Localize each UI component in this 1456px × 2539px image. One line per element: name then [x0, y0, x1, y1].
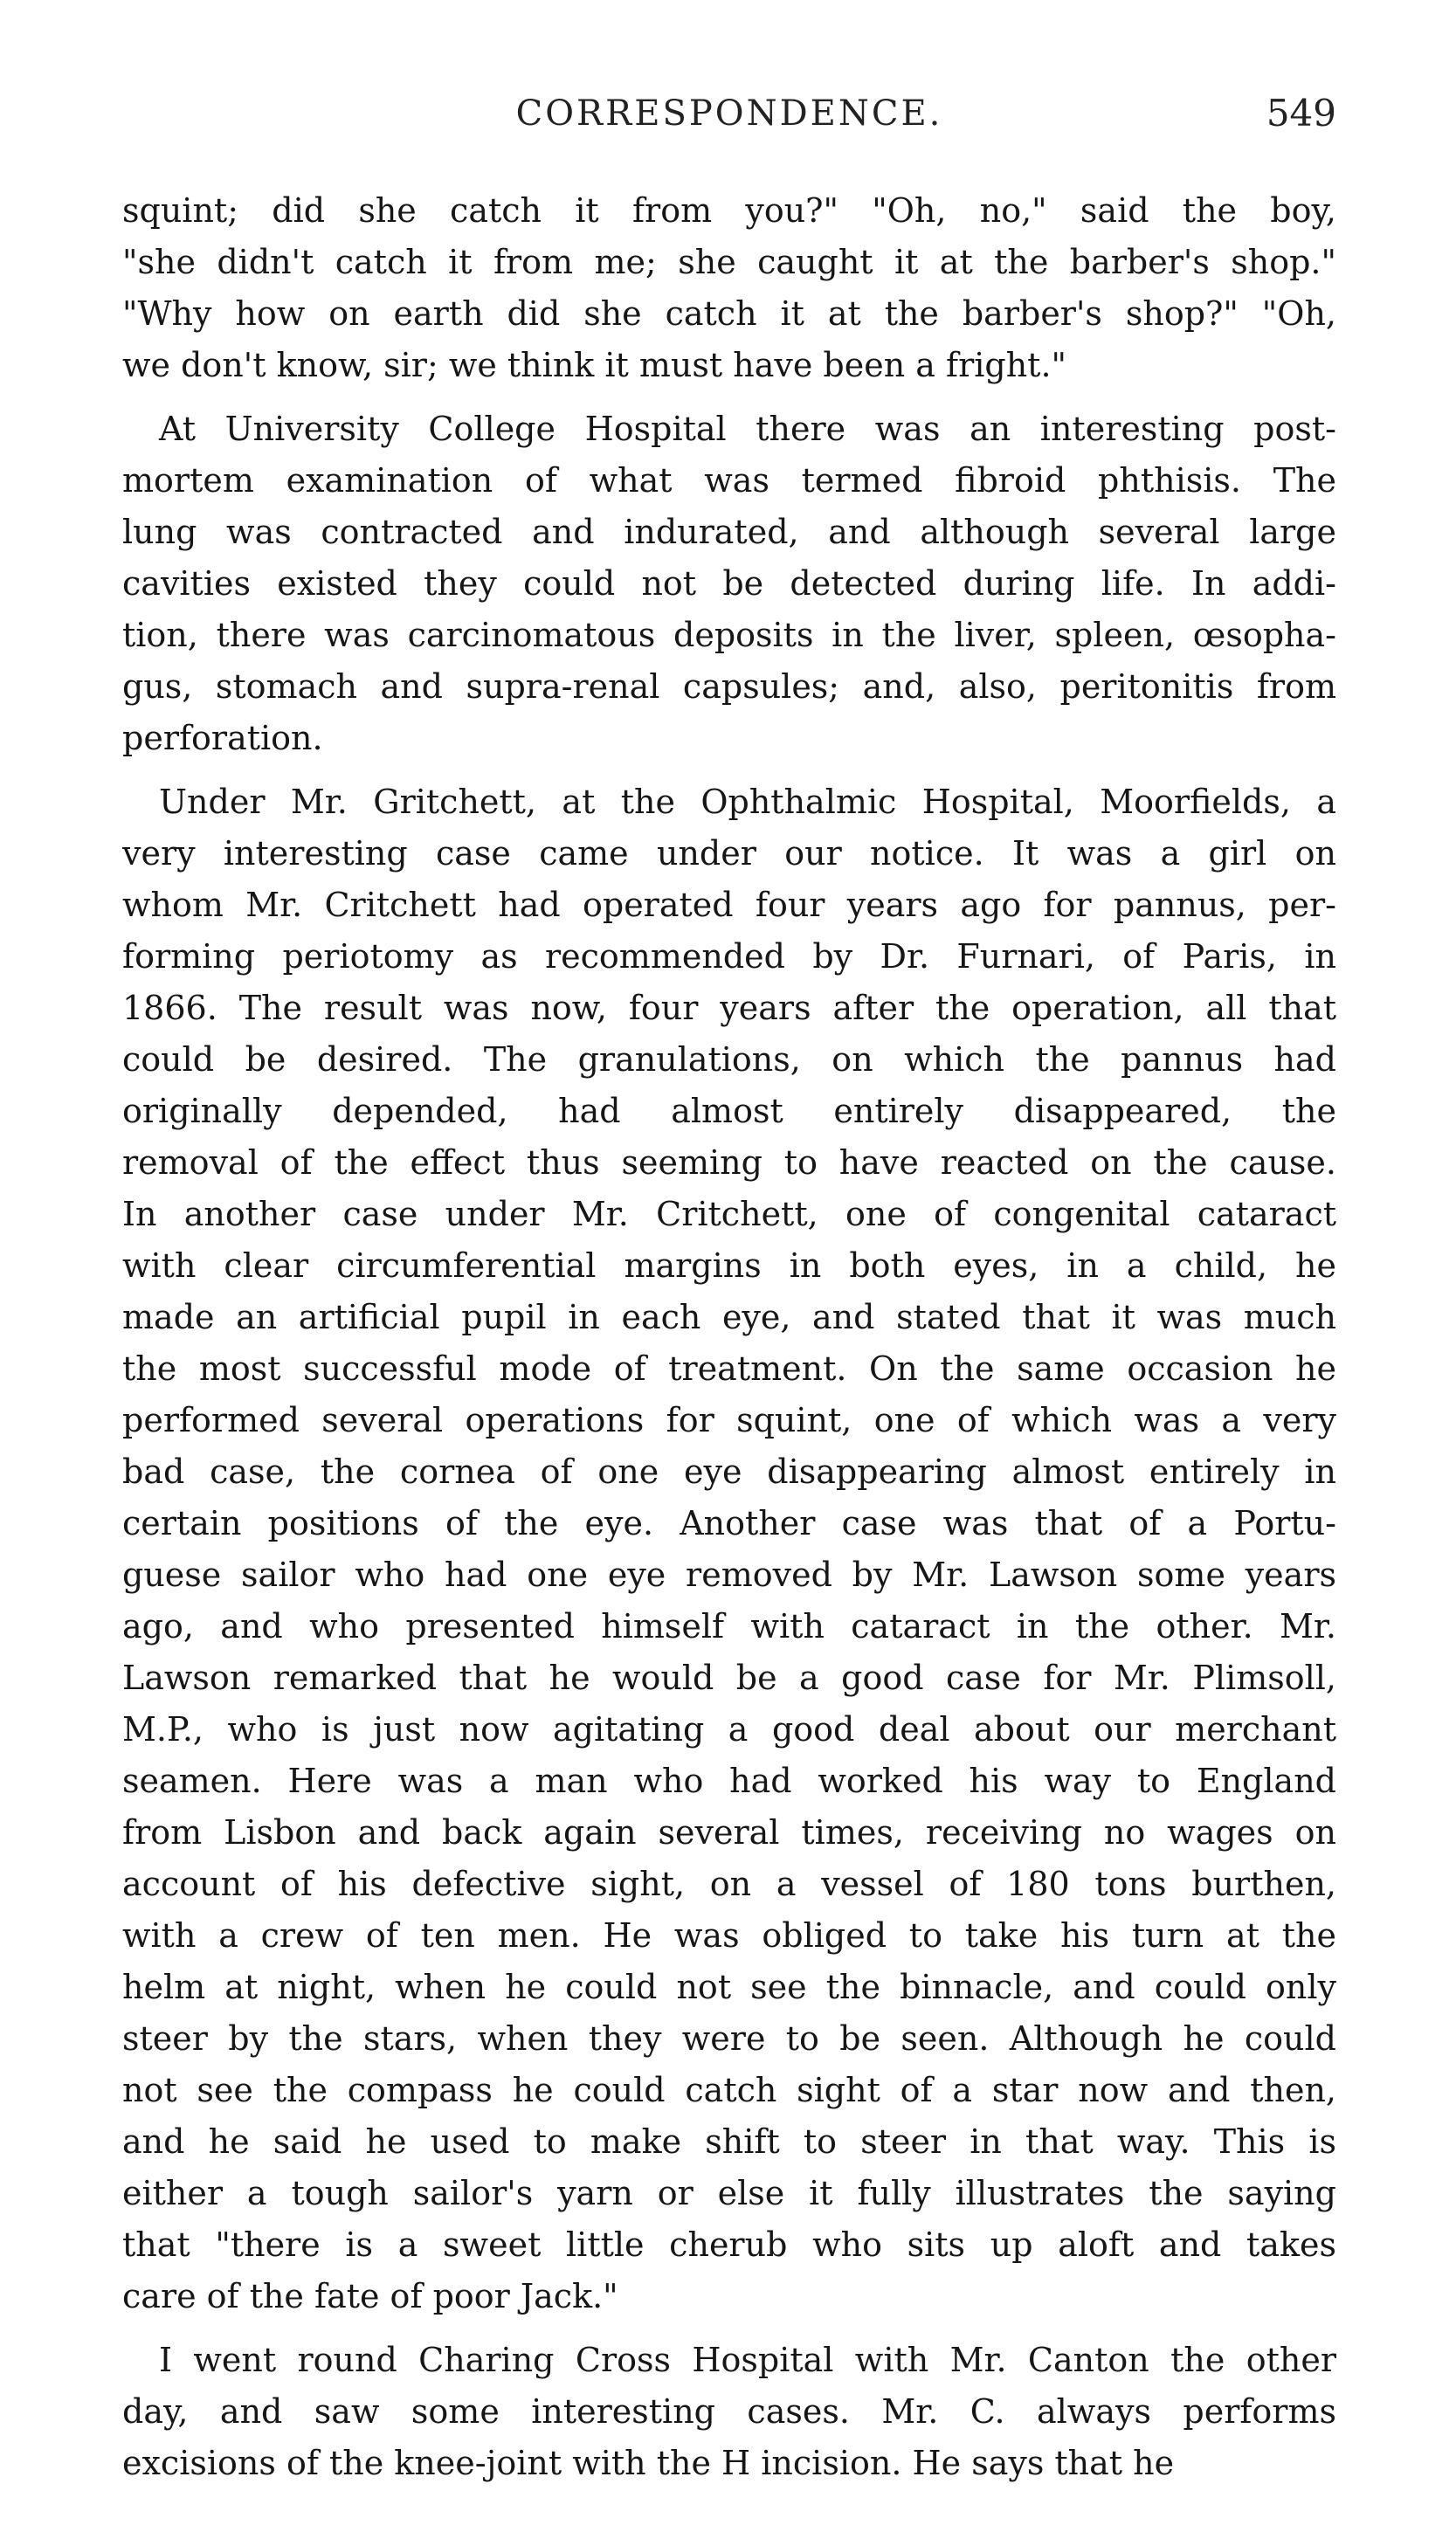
text-line: that "there is a sweet little cherub who sits up aloft and takes: [122, 2225, 1336, 2264]
text-line: "she didn't catch it from me; she caught it at the barber's shop.": [122, 243, 1336, 281]
page-number: 549: [1266, 92, 1336, 135]
text-line: either a tough sailor's yarn or else it fully illustrates the saying: [122, 2174, 1336, 2212]
paragraph: [122, 404, 1336, 764]
paragraph: [122, 185, 1336, 391]
book-page: [122, 0, 1336, 2539]
text-line: steer by the stars, when they were to be seen. Although he could: [122, 2019, 1336, 2058]
text-line: Lawson remarked that he would be a good case for Mr. Plimsoll,: [122, 1659, 1336, 1697]
text-line: lung was contracted and indurated, and although several large: [122, 513, 1336, 551]
text-line: seamen. Here was a man who had worked his way to England: [122, 1762, 1336, 1800]
text-line: very interesting case came under our notice. It was a girl on: [122, 834, 1336, 873]
text-line: helm at night, when he could not see the binnacle, and could only: [122, 1968, 1336, 2006]
text-line: performed several operations for squint, one of which was a very: [122, 1401, 1336, 1439]
text-line: At University College Hospital there was an interesting post-: [159, 410, 1336, 448]
text-line: day, and saw some interesting cases. Mr. C. always performs: [122, 2392, 1336, 2431]
text-line: excisions of the knee-joint with the H incision. He says that he: [122, 2444, 1175, 2482]
text-line: ago, and who presented himself with cataract in the other. Mr.: [122, 1607, 1336, 1646]
paragraph: [122, 776, 1336, 2322]
text-line: squint; did she catch it from you?" "Oh, no," said the boy,: [122, 191, 1336, 230]
text-line: perforation.: [122, 719, 323, 757]
text-line: not see the compass he could catch sight of a star now and then,: [122, 2071, 1336, 2109]
text-line: gus, stomach and supra-renal capsules; and, also, peritonitis from: [122, 667, 1336, 706]
text-line: I went round Charing Cross Hospital with Mr. Canton the other: [159, 2341, 1336, 2379]
text-line: we don't know, sir; we think it must have been a fright.": [122, 346, 1067, 384]
text-line: care of the fate of poor Jack.": [122, 2277, 618, 2315]
text-line: with clear circumferential margins in both eyes, in a child, he: [122, 1246, 1336, 1285]
text-line: 1866. The result was now, four years after the operation, all that: [122, 989, 1336, 1027]
text-line: certain positions of the eye. Another case was that of a Portu-: [122, 1504, 1336, 1542]
text-line: bad case, the cornea of one eye disappearing almost entirely in: [122, 1452, 1336, 1491]
body-text: [122, 185, 1336, 2501]
text-line: In another case under Mr. Critchett, one of congenital cataract: [122, 1195, 1336, 1233]
text-line: could be desired. The granulations, on which the pannus had: [122, 1040, 1336, 1079]
text-line: from Lisbon and back again several times, receiving no wages on: [122, 1813, 1336, 1852]
text-line: with a crew of ten men. He was obliged to take his turn at the: [122, 1916, 1336, 1955]
text-line: the most successful mode of treatment. On the same occasion he: [122, 1349, 1336, 1388]
text-line: "Why how on earth did she catch it at the barber's shop?" "Oh,: [122, 294, 1336, 333]
text-line: mortem examination of what was termed fibroid phthisis. The: [122, 461, 1336, 500]
text-line: cavities existed they could not be detected during life. In addi-: [122, 564, 1336, 603]
text-line: originally depended, had almost entirely disappeared, the: [122, 1092, 1336, 1130]
text-line: removal of the effect thus seeming to have reacted on the cause.: [122, 1143, 1336, 1182]
text-line: forming periotomy as recommended by Dr. Furnari, of Paris, in: [122, 937, 1336, 976]
text-line: account of his defective sight, on a vessel of 180 tons burthen,: [122, 1865, 1336, 1903]
paragraph: [122, 2335, 1336, 2489]
text-line: made an artificial pupil in each eye, and stated that it was much: [122, 1298, 1336, 1336]
page-header: [122, 87, 1336, 140]
text-line: and he said he used to make shift to steer in that way. This is: [122, 2122, 1336, 2161]
text-line: whom Mr. Critchett had operated four years ago for pannus, per-: [122, 886, 1336, 924]
text-line: Under Mr. Gritchett, at the Ophthalmic Hospital, Moorfields, a: [159, 783, 1336, 821]
text-line: guese sailor who had one eye removed by Mr. Lawson some years: [122, 1556, 1336, 1594]
running-title: CORRESPONDENCE.: [515, 93, 943, 134]
text-line: tion, there was carcinomatous deposits in the liver, spleen, œsopha-: [122, 616, 1336, 654]
text-line: M.P., who is just now agitating a good deal about our merchant: [122, 1710, 1336, 1749]
